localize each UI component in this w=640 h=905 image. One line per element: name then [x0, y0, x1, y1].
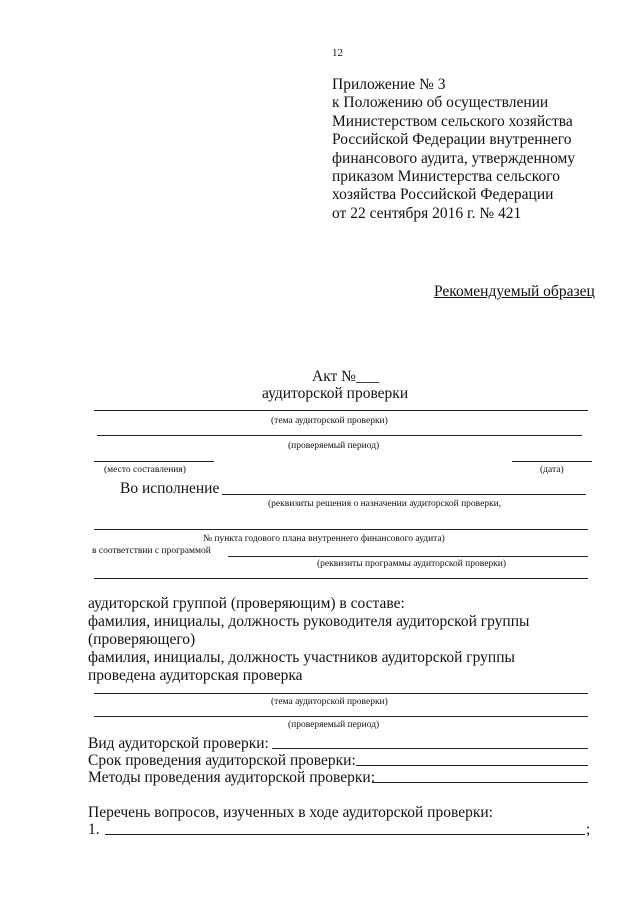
place-line[interactable] [94, 461, 214, 462]
audit-methods-label: Методы проведения аудиторской проверки: [88, 769, 376, 786]
according-program-label: в соответствии с программой [92, 546, 211, 556]
appendix-line: Российской Федерации внутреннего [332, 131, 572, 149]
audit-topic-line[interactable] [94, 410, 588, 411]
plan-item-caption: № пункта годового плана внутреннего финансового аудита) [203, 534, 445, 544]
audit-methods-line[interactable] [372, 782, 588, 783]
appendix-block [332, 76, 575, 223]
group-leader-text-cont: (проверяющего) [88, 631, 196, 648]
program-details-caption: (реквизиты программы аудиторской проверки) [317, 559, 507, 569]
audit-period-line-2[interactable] [94, 716, 588, 717]
appendix-line: от 22 сентября 2016 г. № 421 [332, 204, 522, 222]
audit-period-caption: (проверяемый период) [288, 441, 380, 451]
plan-item-line[interactable] [94, 529, 588, 530]
audit-topic-caption: (тема аудиторской проверки) [271, 416, 388, 426]
audit-topic-caption-2: (тема аудиторской проверки) [271, 697, 388, 707]
audit-conducted-text: проведена аудиторская проверка [88, 667, 303, 684]
pursuant-line[interactable] [222, 494, 586, 495]
appendix-line: хозяйства Российской Федерации [332, 186, 554, 204]
group-leader-text: фамилия, инициалы, должность руководителя аудиторской группы [88, 613, 530, 630]
audit-term-line[interactable] [356, 765, 588, 766]
question-number: 1. [88, 821, 100, 838]
appendix-line: приказом Министерства сельского [332, 168, 561, 186]
page-number: 12 [332, 47, 343, 59]
group-members-text: фамилия, инициалы, должность участников аудиторской группы [88, 649, 515, 666]
date-line[interactable] [512, 461, 592, 462]
date-caption: (дата) [540, 465, 564, 475]
group-composition-text: аудиторской группой (проверяющим) в составе: [88, 595, 405, 612]
program-extra-line[interactable] [94, 578, 588, 579]
question-1-line[interactable] [105, 834, 585, 835]
audit-type-line[interactable] [272, 748, 588, 749]
decision-details-caption: (реквизиты решения о назначении аудиторской проверки, [268, 499, 502, 509]
act-title: Акт №___ [312, 368, 380, 385]
audit-term-label: Срок проведения аудиторской проверки: [88, 752, 356, 769]
question-end-mark: ; [586, 821, 591, 838]
appendix-line: Министерством сельского хозяйства [332, 112, 573, 130]
appendix-line: к Положению об осуществлении [332, 94, 549, 112]
recommended-sample-label: Рекомендуемый образец [434, 283, 595, 300]
program-line[interactable] [228, 556, 588, 557]
appendix-line: Приложение № 3 [332, 76, 446, 93]
act-subtitle: аудиторской проверки [262, 385, 409, 402]
pursuant-label: Во исполнение [120, 480, 220, 497]
place-caption: (место составления) [104, 465, 186, 475]
audit-period-line[interactable] [97, 435, 582, 436]
audit-period-caption-2: (проверяемый период) [288, 720, 380, 730]
audit-type-label: Вид аудиторской проверки: [88, 735, 269, 752]
audit-topic-line-2[interactable] [94, 693, 588, 694]
appendix-line: финансового аудита, утвержденному [332, 149, 576, 167]
questions-heading: Перечень вопросов, изученных в ходе аудиторской проверки: [88, 804, 493, 821]
